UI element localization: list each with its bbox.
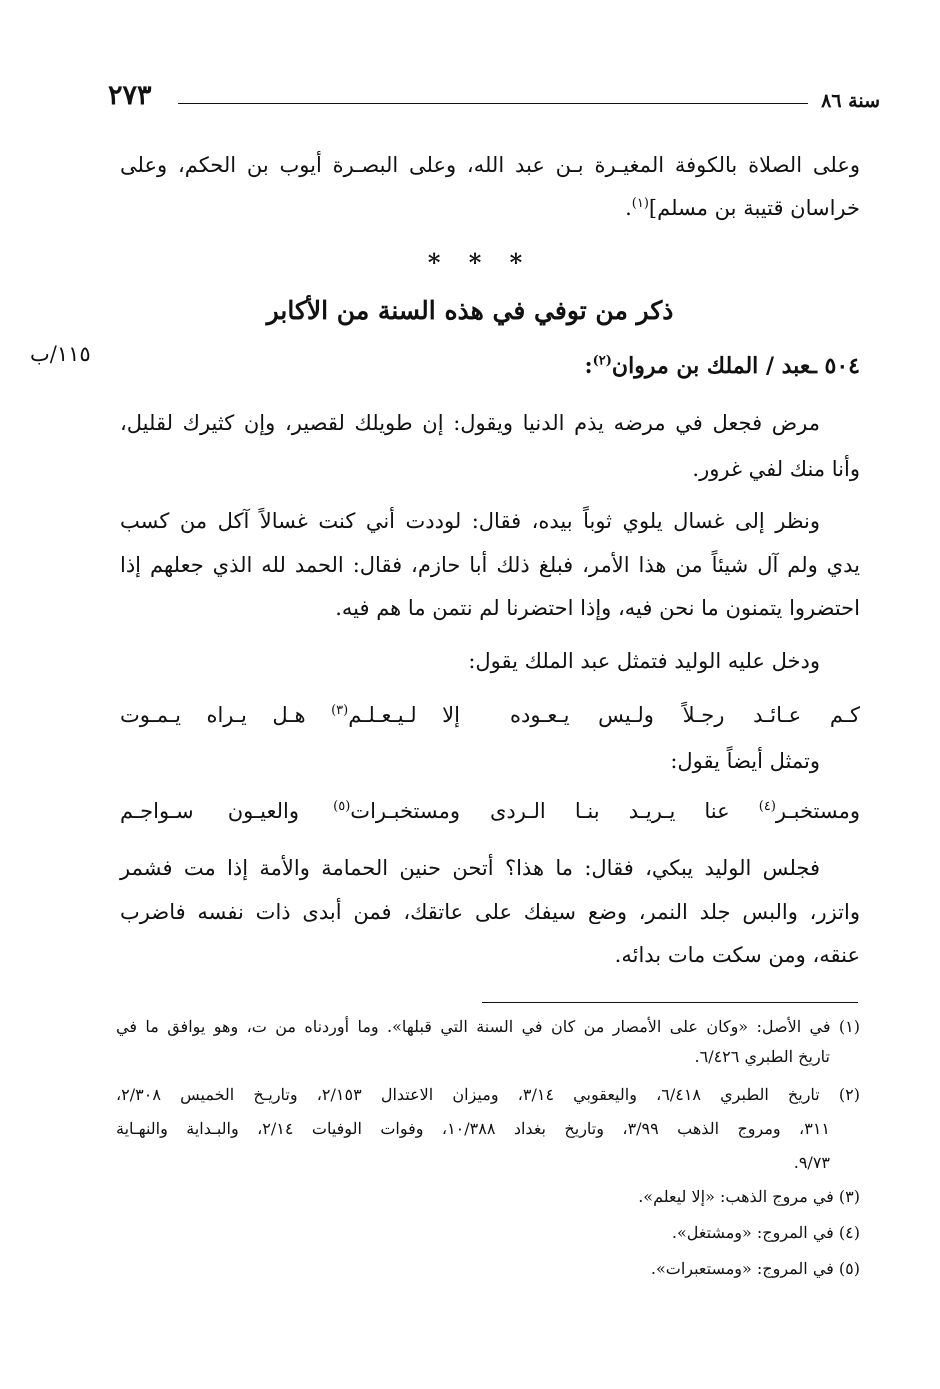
- footnote-ref-4: (٤): [758, 799, 776, 814]
- verse2-first-half-a: ومستخبـر: [775, 799, 860, 823]
- intro-line-1: وعلى الصلاة بالكوفة المغيـرة بـن عبد الله، وعلى البصـرة أيوب بن الحكم، وعلى: [120, 153, 860, 177]
- running-head: سنة ٨٦: [821, 90, 880, 112]
- page-number: ٢٧٣: [108, 80, 152, 111]
- verse2-first-half: [490, 796, 860, 826]
- para3-line-1: ودخل عليه الوليد فتمثل عبد الملك يقول:: [468, 649, 820, 673]
- verse1-first-half: كـم عـائـد رجـلاً ولـيس يـعـوده: [510, 703, 860, 727]
- footnote-ref-1: (١): [631, 196, 649, 211]
- footnote-4: (٤) في المروج: «ومشتغل».: [671, 1223, 860, 1242]
- para2-line-2: يدي ولم آل شيئاً من هذا الأمر، فبلغ ذلك أبا حازم، فقال: الحمد لله الذي جعلهم إذا: [120, 553, 860, 577]
- section-separator: * * *: [427, 248, 533, 277]
- para1-line-2: وأنا منك لفي غرور.: [692, 457, 860, 481]
- verse2-first-half-b: عنا يـريـد بنـا الـردى: [490, 799, 730, 823]
- footnote-ref-5: (٥): [333, 799, 351, 814]
- footnote-2-line-3: ٩/٧٣.: [793, 1153, 830, 1172]
- footnote-5: (٥) في المروج: «ومستعبرات».: [650, 1259, 860, 1278]
- footnote-ref-3: (٣): [331, 703, 349, 718]
- header-rule: [178, 103, 808, 104]
- verse1-second-half: [120, 700, 460, 730]
- footnote-ref-2: (٢): [592, 353, 612, 369]
- para5-line-1: فجلس الوليد يبكي، فقال: ما هذا؟ أتحن حنين الحمامة والأمة إذا مت فشمر: [120, 856, 820, 880]
- verse2-second-half-b: والعيـون سـواجـم: [120, 799, 299, 823]
- entry-heading: [400, 353, 860, 379]
- verse2-second-half-a: ومستخبـرات: [350, 799, 460, 823]
- footnote-2-line-2: ٣١١، ومروج الذهب ٣/٩٩، وتاريخ بغداد ١٠/٣٨٨، وفوات الوفيات ٢/١٤، والبـداية والنهـاية: [116, 1119, 830, 1138]
- margin-folio-note: ١١٥/ب: [30, 342, 91, 366]
- verse2-second-half: [120, 796, 460, 826]
- section-title: ذكر من توفي في هذه السنة من الأكابر: [266, 296, 674, 325]
- intro-line-2: [380, 193, 860, 223]
- para2-line-3: احتضروا يتمنون ما نحن فيه، وإذا احتضرنا لم نتمن ما هم فيه.: [335, 596, 860, 620]
- para5-line-3: عنقه، ومن سكت مات بدائه.: [614, 943, 860, 967]
- verse1-second-half-a: إلا لـيـعـلـم: [348, 703, 460, 727]
- footnote-1-line-1: (١) في الأصل: «وكان على الأمصار من كان في السنة التي قبلها». وما أوردناه من ت، وهو يوافق ما في: [116, 1017, 860, 1036]
- verse1-second-half-b: هـل يـراه يـمـوت: [120, 703, 306, 727]
- para1-line-1: مرض فجعل في مرضه يذم الدنيا ويقول: إن طويلك لقصير، وإن كثيرك لقليل،: [120, 411, 820, 435]
- para4-line-1: وتمثل أيضاً يقول:: [670, 749, 820, 773]
- intro-line-2-end: .: [625, 196, 632, 220]
- footnote-2-line-1: (٢) تاريخ الطبري ٦/٤١٨، واليعقوبي ٣/١٤، وميزان الاعتدال ٢/١٥٣، وتاريـخ الخميس ٢/٣٠٨،: [116, 1085, 860, 1104]
- para5-line-2: واتزر، والبس جلد النمر، وضع سيفك على عاتقك، فمن أبدى ذات نفسه فاضرب: [120, 900, 860, 924]
- entry-heading-text: ٥٠٤ ـعبد / الملك بن مروان: [611, 353, 860, 379]
- entry-heading-end: :: [584, 353, 593, 379]
- footnote-1-line-2: تاريخ الطبري ٦/٤٢٦.: [694, 1047, 830, 1066]
- para2-line-1: ونظر إلى غسال يلوي ثوباً بيده، فقال: لوددت أني كنت غسالاً آكل من كسب: [120, 509, 820, 533]
- footnote-3: (٣) في مروج الذهب: «إلا ليعلم».: [638, 1187, 860, 1206]
- intro-line-2-text: خراسان قتيبة بن مسلم]: [648, 196, 860, 220]
- footnote-rule: [482, 1002, 858, 1003]
